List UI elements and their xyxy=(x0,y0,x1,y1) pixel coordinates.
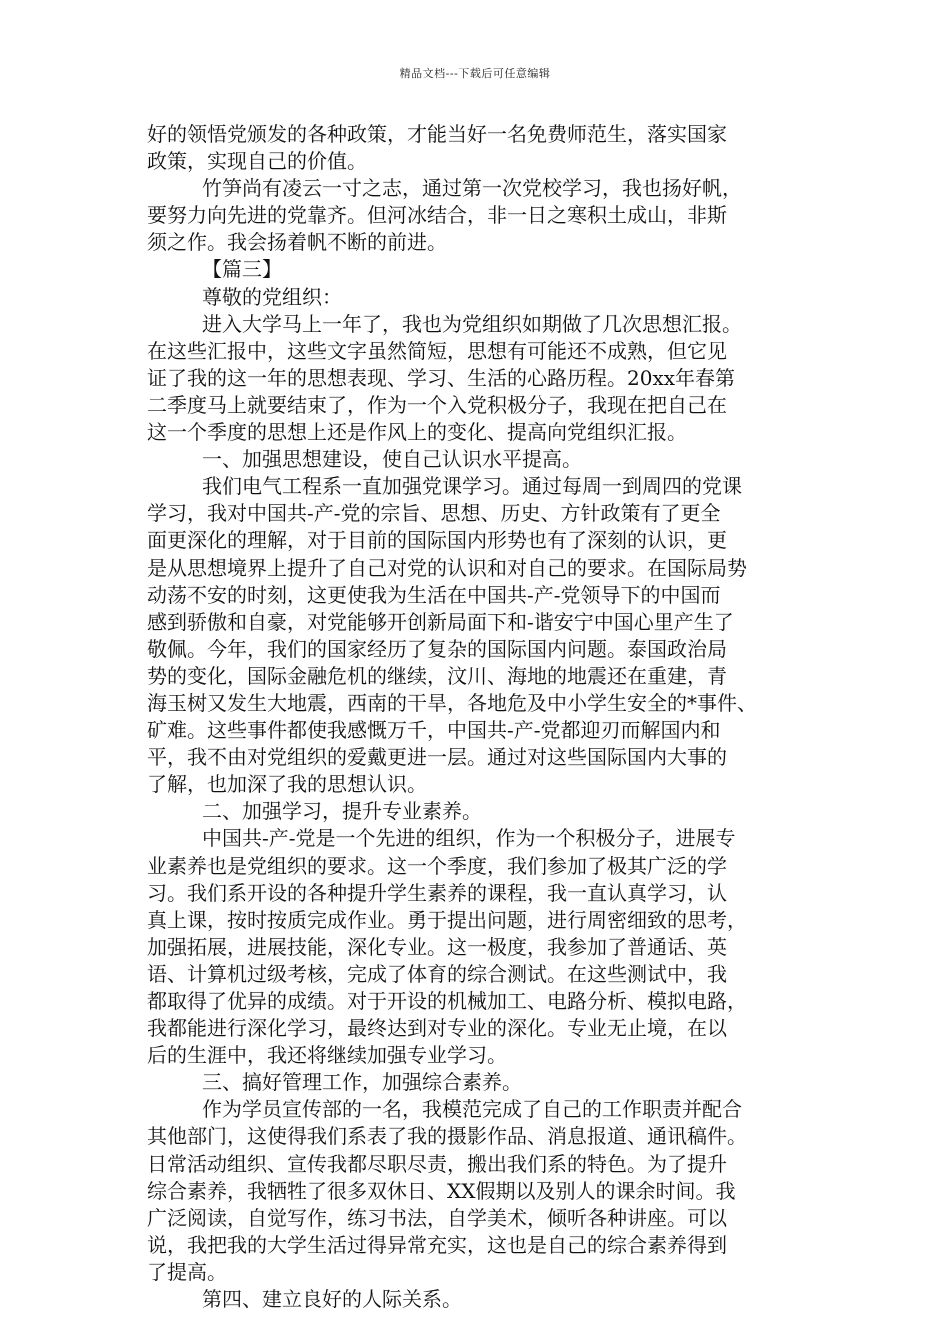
paragraph-start-line: 尊敬的党组织： xyxy=(202,284,342,309)
text-line: 后的生涯中，我还将继续加强专业学习。 xyxy=(147,1043,507,1068)
paragraph-start-line: 我们电气工程系一直加强党课学习。通过每周一到周四的党课 xyxy=(202,474,742,499)
paragraph-start-line: 竹笋尚有凌云一寸之志，通过第一次党校学习，我也扬好帆， xyxy=(202,176,742,201)
text-line: 习。我们系开设的各种提升学生素养的课程，我一直认真学习，认 xyxy=(147,880,727,905)
paragraph-start-line: 【篇三】 xyxy=(202,257,282,282)
text-line: 要努力向先进的党靠齐。但河冰结合，非一日之寒积土成山，非斯 xyxy=(147,203,727,228)
text-line: 矿难。这些事件都使我感慨万千，中国共-产-党都迎刃而解国内和 xyxy=(147,718,721,743)
text-line: 广泛阅读，自觉写作，练习书法，自学美术，倾听各种讲座。可以 xyxy=(147,1205,727,1230)
text-line: 感到骄傲和自豪，对党能够开创新局面下和-谐安宁中国心里产生了 xyxy=(147,609,734,634)
text-line: 其他部门，这使得我们系表了我的摄影作品、消息报道、通讯稿件。 xyxy=(147,1124,747,1149)
text-line: 二季度马上就要结束了，作为一个入党积极分子，我现在把自己在 xyxy=(147,392,727,417)
text-line: 势的变化，国际金融危机的继续，汶川、海地的地震还在重建，青 xyxy=(147,663,727,688)
text-line: 政策，实现自己的价值。 xyxy=(147,149,367,174)
paragraph-start-line: 中国共-产-党是一个先进的组织，作为一个积极分子，进展专 xyxy=(202,826,736,851)
text-line: 在这些汇报中，这些文字虽然简短，思想有可能还不成熟，但它见 xyxy=(147,338,727,363)
document-body xyxy=(147,121,822,1313)
text-line: 业素养也是党组织的要求。这一个季度，我们参加了极其广泛的学 xyxy=(147,853,727,878)
text-line: 日常活动组织、宣传我都尽职尽责，搬出我们系的特色。为了提升 xyxy=(147,1151,727,1176)
text-line: 平，我不由对党组织的爱戴更进一层。通过对这些国际国内大事的 xyxy=(147,745,727,770)
text-line: 敬佩。今年，我们的国家经历了复杂的国际国内问题。泰国政治局 xyxy=(147,636,727,661)
page-header: 精品文档---下载后可任意编辑 xyxy=(399,67,551,80)
text-line: 面更深化的理解，对于目前的国际国内形势也有了深刻的认识，更 xyxy=(147,528,727,553)
text-line: 加强拓展，进展技能，深化专业。这一极度，我参加了普通话、英 xyxy=(147,934,727,959)
text-line: 好的领悟党颁发的各种政策，才能当好一名免费师范生，落实国家 xyxy=(147,122,727,146)
paragraph-start-line: 作为学员宣传部的一名，我模范完成了自己的工作职责并配合 xyxy=(202,1097,742,1122)
paragraph-start-line: 进入大学马上一年了，我也为党组织如期做了几次思想汇报。 xyxy=(202,311,742,336)
paragraph-start-line: 第四、建立良好的人际关系。 xyxy=(202,1287,462,1312)
text-line: 都取得了优异的成绩。对于开设的机械加工、电路分析、模拟电路， xyxy=(147,989,747,1013)
text-line: 海玉树又发生大地震，西南的干旱，各地危及中小学生安全的*事件、 xyxy=(147,690,757,715)
text-line: 说，我把我的大学生活过得异常充实，这也是自己的综合素养得到 xyxy=(147,1232,727,1257)
text-line: 真上课，按时按质完成作业。勇于提出问题，进行周密细致的思考， xyxy=(147,907,747,932)
text-line: 了解，也加深了我的思想认识。 xyxy=(147,772,427,797)
text-line: 这一个季度的思想上还是作风上的变化、提高向党组织汇报。 xyxy=(147,420,687,445)
text-line: 须之作。我会扬着帆不断的前进。 xyxy=(147,230,447,255)
paragraph-start-line: 二、加强学习，提升专业素养。 xyxy=(202,799,482,824)
text-line: 语、计算机过级考核，完成了体育的综合测试。在这些测试中，我 xyxy=(147,961,727,986)
text-line: 了提高。 xyxy=(147,1259,227,1284)
paragraph-start-line: 一、加强思想建设，使自己认识水平提高。 xyxy=(202,447,582,472)
text-line: 动荡不安的时刻，这更使我为生活在中国共-产-党领导下的中国而 xyxy=(147,582,721,607)
paragraph-start-line: 三、搞好管理工作，加强综合素养。 xyxy=(202,1070,522,1095)
text-line: 是从思想境界上提升了自己对党的认识和对自己的要求。在国际局势 xyxy=(147,555,747,580)
text-line: 综合素养，我牺牲了很多双休日、XX假期以及别人的课余时间。我 xyxy=(147,1178,736,1203)
text-line: 学习，我对中国共-产-党的宗旨、思想、历史、方针政策有了更全 xyxy=(147,501,721,526)
text-line: 证了我的这一年的思想表现、学习、生活的心路历程。20xx年春第 xyxy=(147,365,736,390)
text-line: 我都能进行深化学习，最终达到对专业的深化。专业无止境，在以 xyxy=(147,1016,727,1041)
